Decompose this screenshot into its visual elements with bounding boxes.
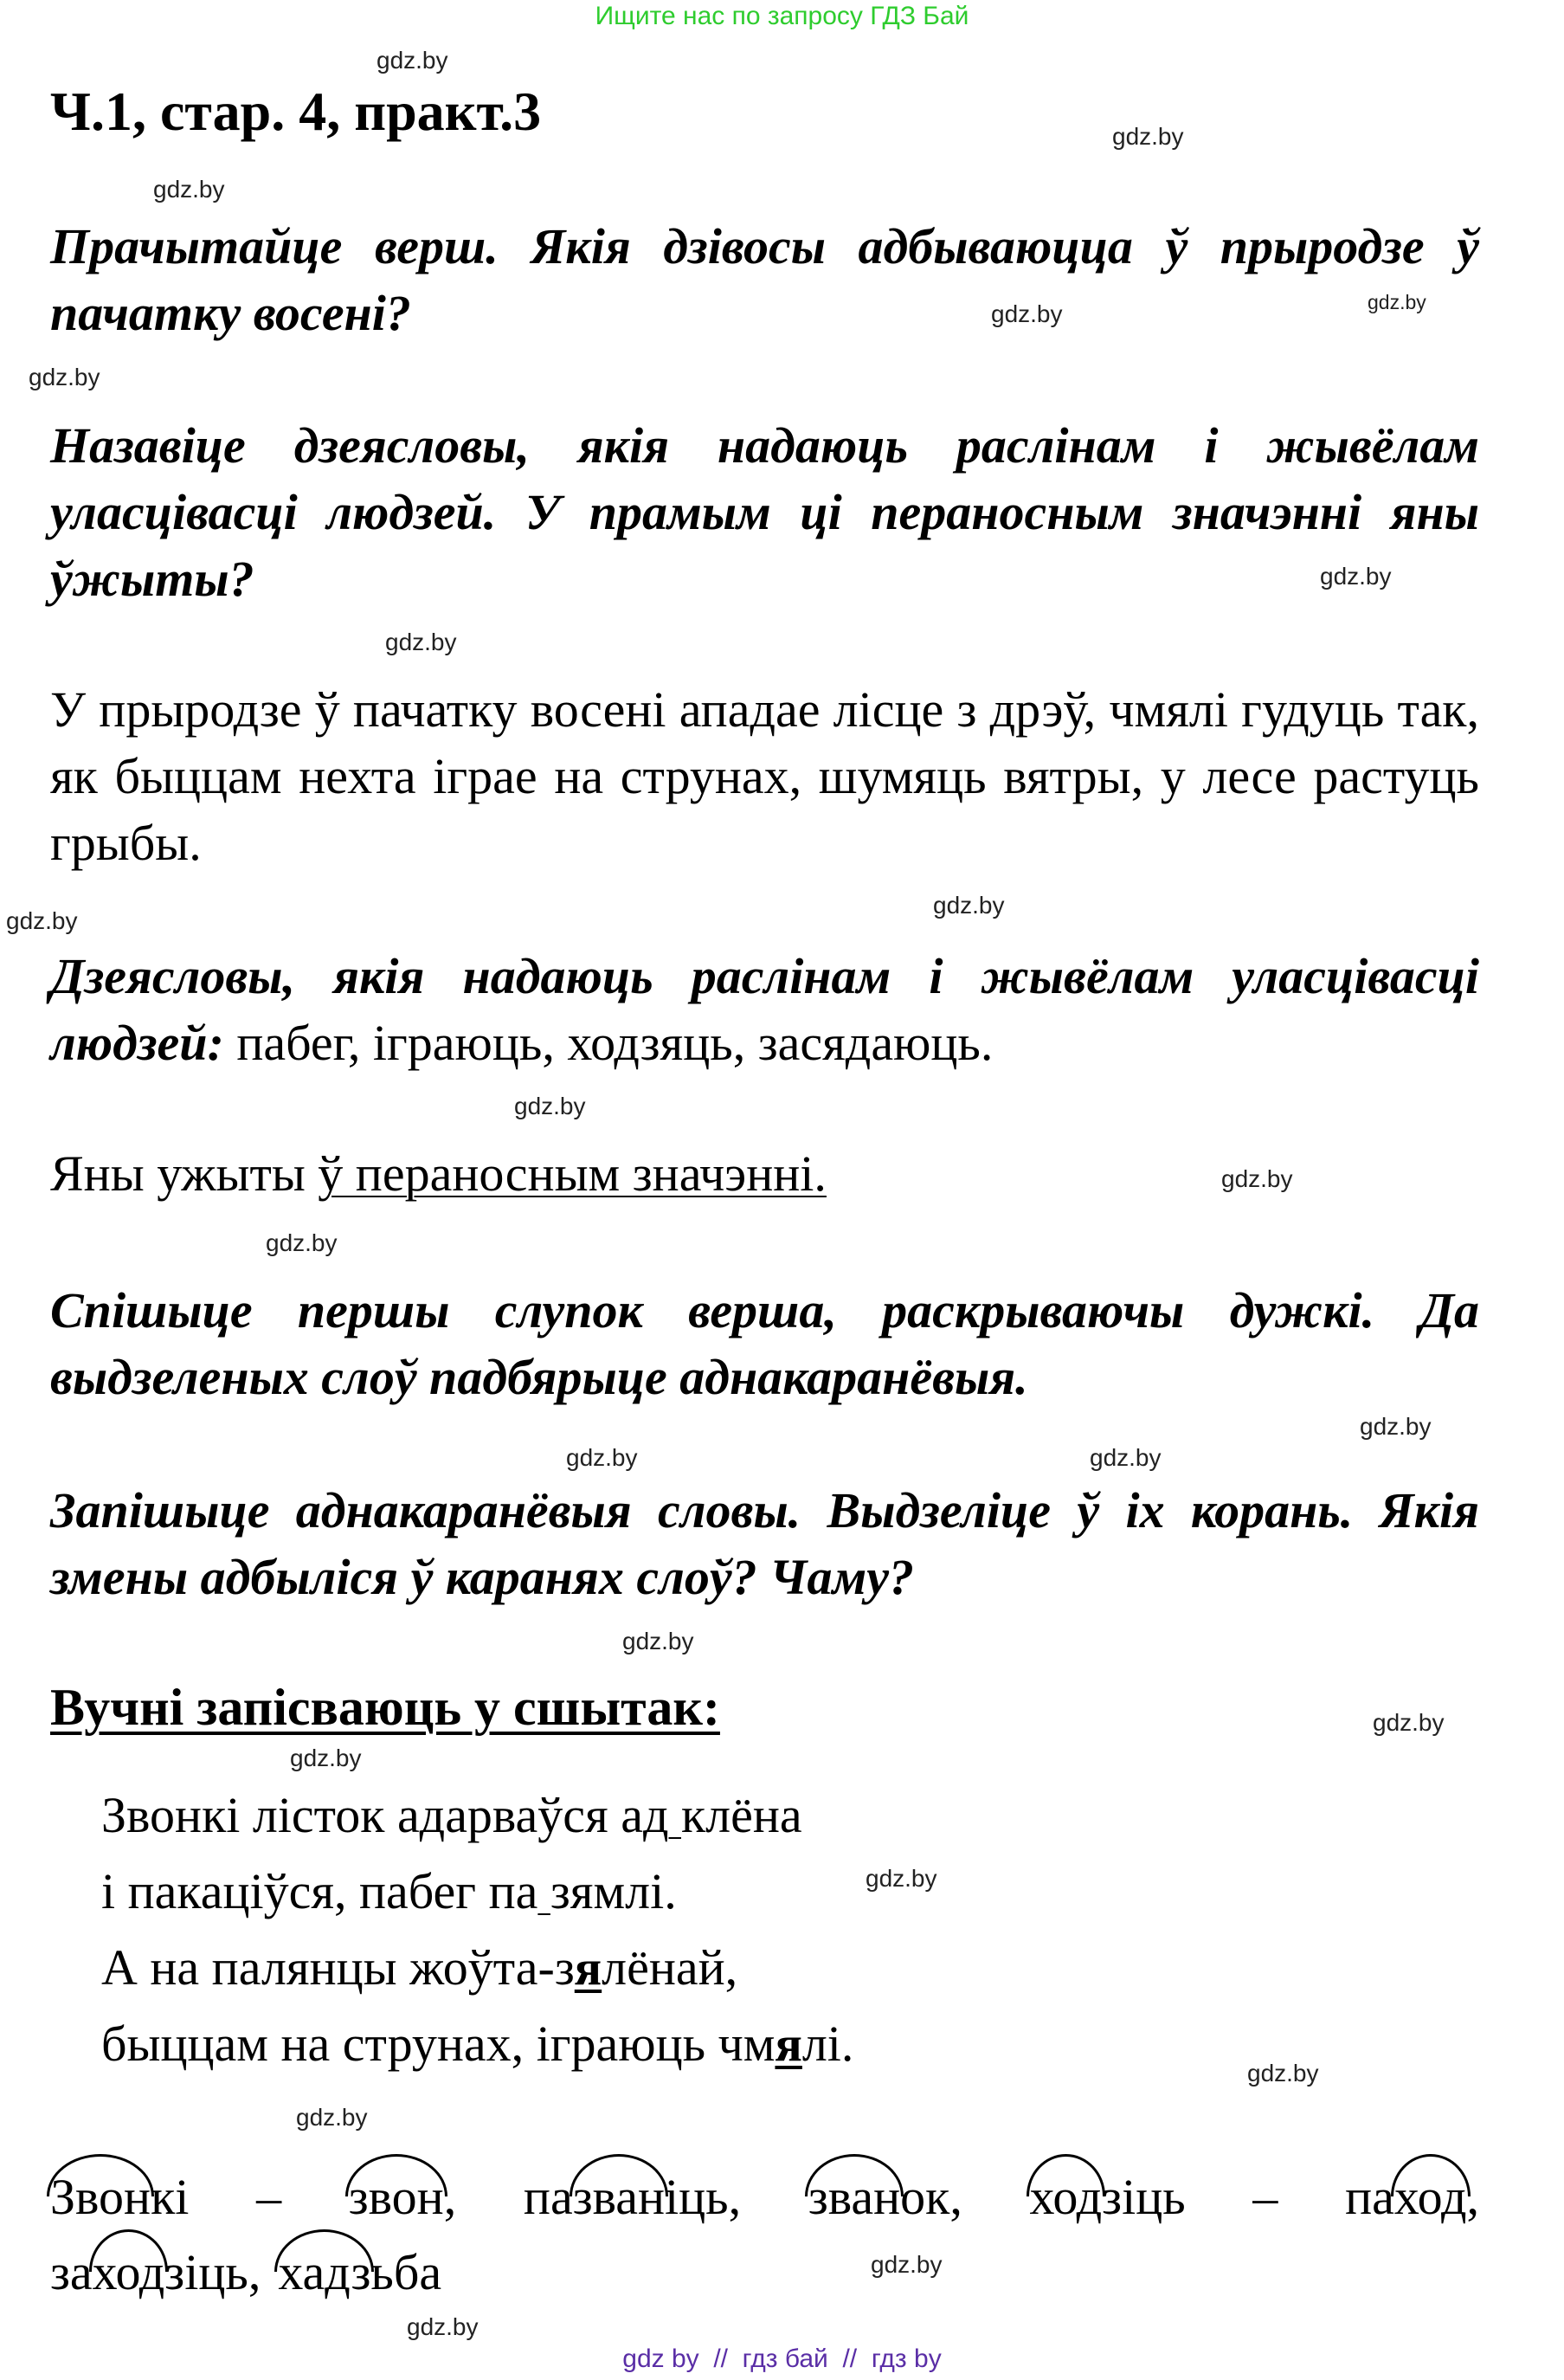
poem-text: зямлі. (550, 1863, 677, 1919)
cognate-words (50, 2159, 1479, 2310)
poem-text: лёнай, (602, 1939, 738, 1996)
watermark: gdz.by (385, 629, 457, 655)
word (524, 2159, 741, 2235)
poem-gap (668, 1787, 681, 1843)
task-question-4: Запішыце аднакаранёвыя словы. Выдзеліце ў іх корань. Якія змены адбыліся ў каранях слоў? Чаму? (50, 1482, 1479, 1605)
word-ending: кі (151, 2169, 190, 2225)
task-question-3: Спішыце першы слупок верша, раскрываючы дужкі. Да выдзеленых слоў падбярыце аднакаранёвыя. (50, 1282, 1479, 1405)
watermark: gdz.by (1221, 1165, 1293, 1192)
poem-text: лі. (801, 2016, 854, 2072)
cognate-line-1 (50, 2159, 1479, 2235)
watermark: gdz.by (1360, 1413, 1432, 1440)
poem-line-2 (101, 1854, 853, 1930)
word-root: ход (93, 2235, 165, 2310)
answer-3-underlined: ў пераносным значэнні. (318, 1145, 827, 1202)
highlighted-letter: я (574, 1939, 602, 1996)
word-ending: , (1466, 2169, 1479, 2225)
word-prefix: па (523, 2169, 573, 2225)
answer-2-label: Дзеясловы, якія надаюць раслінам і жывёлам уласцівасці людзей: (50, 948, 1479, 1071)
poem-text: і пакаціўся, пабег па (101, 1863, 538, 1919)
watermark: gdz.by (1090, 1444, 1162, 1471)
watermark: gdz.by (377, 47, 448, 74)
footer-links[interactable]: gdz by // гдз бай // гдз by (622, 2345, 942, 2373)
word-ending: ок, (900, 2169, 962, 2225)
page-title: Ч.1, стар. 4, практ.3 (50, 81, 542, 142)
word-prefix: па (1345, 2169, 1394, 2225)
notebook-heading: Вучні запісваюць у сшытак: (50, 1679, 720, 1736)
cognate-line-2 (50, 2235, 1479, 2310)
dash: – (256, 2169, 282, 2225)
watermark: gdz.by (933, 892, 1005, 919)
poem (101, 1777, 853, 2082)
watermark: gdz.by (871, 2251, 943, 2278)
watermark: gdz.by (1247, 2060, 1319, 2087)
poem-line-3 (101, 1930, 853, 2006)
watermark: gdz.by (1368, 291, 1426, 313)
word-root: зван (573, 2159, 665, 2235)
word-root: ход (1394, 2159, 1467, 2235)
watermark: gdz.by (153, 176, 225, 203)
watermark: gdz.by (1112, 123, 1184, 150)
watermark: gdz.by (1373, 1709, 1445, 1736)
watermark: gdz.by (296, 2104, 368, 2131)
word-prefix: за (50, 2244, 93, 2300)
word-ending: іць, (665, 2169, 742, 2225)
word (1030, 2159, 1186, 2235)
word-root: Звон (50, 2159, 151, 2235)
task-question-1: Прачытайце верш. Якія дзівосы адбываюцца ў прыродзе ў пачатку восені? (50, 218, 1479, 341)
search-banner[interactable]: Ищите нас по запросу ГДЗ Бай (595, 2, 969, 30)
word (50, 2235, 261, 2310)
word (278, 2235, 441, 2310)
word-ending: зіць (1102, 2169, 1186, 2225)
highlighted-letter: я (775, 2016, 802, 2072)
word-ending: ьба (370, 2244, 442, 2300)
watermark: gdz.by (290, 1745, 362, 1771)
poem-gap (537, 1863, 550, 1919)
answer-1: У прыродзе ў пачатку восені ападае лісце з дрэў, чмялі гудуць так, як быццам нехта іграе на струнах, шумяць вятры, у лесе растуць грыбы. (50, 681, 1479, 871)
word-ending: зіць, (164, 2244, 261, 2300)
answer-2-text: пабег, іграюць, ходзяць, засядаюць. (223, 1015, 994, 1071)
answer-3-prefix: Яны ужыты (50, 1145, 319, 1202)
task-question-2: Назавіце дзеясловы, якія надаюць раслінам і жывёлам уласцівасці людзей. У прамым ці пераносным значэнні яны ўжыты? (50, 417, 1479, 607)
watermark: gdz.by (407, 2313, 479, 2340)
word-root: звон (349, 2159, 444, 2235)
word (1345, 2159, 1479, 2235)
watermark: gdz.by (991, 300, 1063, 327)
poem-text: Звонкі лісток адарваўся ад (101, 1787, 669, 1843)
watermark: gdz.by (514, 1093, 586, 1119)
poem-text: А на палянцы жоўта-з (101, 1939, 575, 1996)
word (50, 2159, 189, 2235)
word (349, 2159, 456, 2235)
watermark: gdz.by (29, 364, 100, 390)
word-root: ход (1030, 2159, 1103, 2235)
poem-text: быццам на струнах, іграюць чм (101, 2016, 776, 2072)
poem-line-1 (101, 1777, 853, 1854)
watermark: gdz.by (266, 1229, 338, 1256)
answer-2 (50, 943, 1479, 1076)
poem-line-4 (101, 2006, 853, 2082)
poem-text: клёна (680, 1787, 802, 1843)
dash: – (1252, 2169, 1278, 2225)
word (808, 2159, 962, 2235)
word-ending: , (443, 2169, 457, 2225)
watermark: gdz.by (1320, 563, 1392, 590)
watermark: gdz.by (566, 1444, 638, 1471)
word-root: хадз (278, 2235, 370, 2310)
watermark: gdz.by (622, 1628, 694, 1654)
word-root: зван (808, 2159, 900, 2235)
watermark: gdz.by (6, 907, 78, 934)
watermark: gdz.by (866, 1865, 937, 1892)
